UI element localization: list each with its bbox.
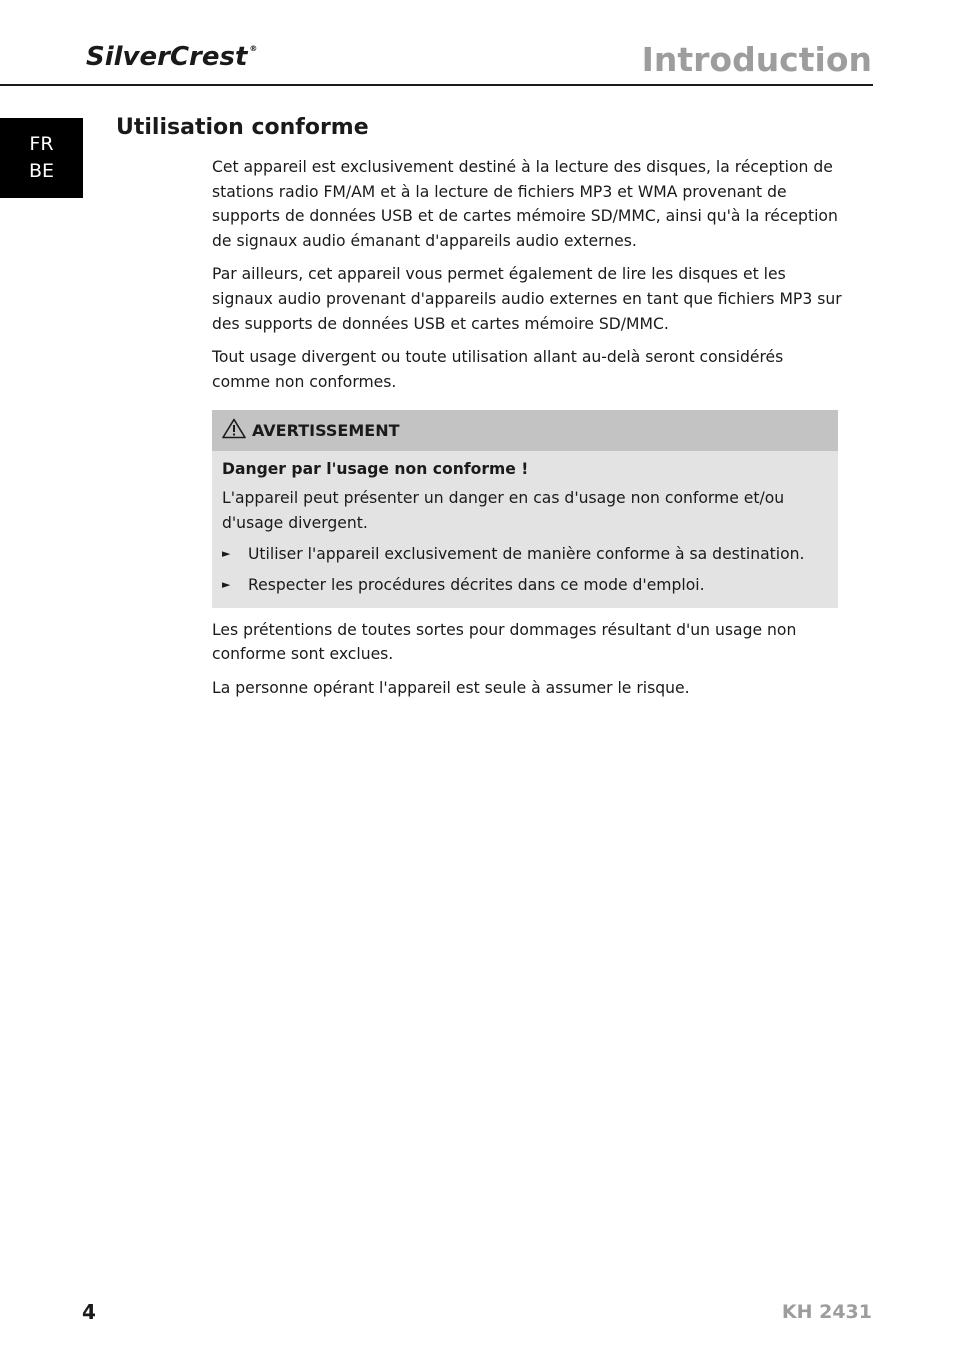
- paragraph: Cet appareil est exclusivement destiné à la lecture des disques, la réception de stations radio FM/AM et à la lecture de fichiers MP3 et WMA provenant de supports de données USB et de cartes mémoire SD/MMC, ainsi qu'à la réception de signaux audio émanant d'appareils audio externes.: [212, 158, 838, 250]
- bullet-arrow-icon: ►: [222, 546, 231, 560]
- warning-subtitle: Danger par l'usage non conforme !: [222, 460, 529, 479]
- brand-logo: [86, 42, 257, 72]
- list-item: [222, 542, 828, 566]
- paragraph: Tout usage divergent ou toute utilisation allant au-delà seront considérés comme non conformes.: [212, 348, 784, 391]
- model-number: KH 2431: [781, 1301, 872, 1323]
- language-code-be: BE: [28, 160, 55, 182]
- warning-label: AVERTISSEMENT: [252, 420, 400, 440]
- warning-body: [212, 451, 838, 607]
- language-tab: [0, 118, 83, 198]
- paragraph: Par ailleurs, cet appareil vous permet également de lire les disques et les signaux audio provenant d'appareils audio externes en tant que fichiers MP3 sur des supports de données USB et cartes mémoire SD/MMC.: [212, 265, 842, 333]
- list-item-text: Respecter les procédures décrites dans ce mode d'emploi.: [248, 575, 705, 594]
- section-content: [212, 155, 842, 709]
- list-item-text: Utiliser l'appareil exclusivement de manière conforme à sa destination.: [248, 544, 805, 563]
- warning-header: [212, 410, 838, 451]
- page-title: Introduction: [641, 40, 872, 79]
- language-code-fr: FR: [29, 133, 54, 155]
- warning-text: L'appareil peut présenter un danger en cas d'usage non conforme et/ou d'usage divergent.: [222, 489, 785, 532]
- warning-triangle-icon: [222, 418, 246, 439]
- page-number: 4: [82, 1300, 96, 1324]
- registered-mark: ®: [249, 44, 258, 53]
- warning-list: [222, 542, 828, 597]
- paragraph: La personne opérant l'appareil est seule à assumer le risque.: [212, 678, 690, 697]
- bullet-arrow-icon: ►: [222, 577, 231, 591]
- paragraph: Les prétentions de toutes sortes pour dommages résultant d'un usage non conforme sont exclues.: [212, 620, 797, 664]
- warning-box: [212, 410, 838, 607]
- list-item: [222, 573, 828, 597]
- section-title: Utilisation conforme: [116, 115, 369, 140]
- brand-name: SilverCrest: [86, 42, 248, 72]
- header-divider: [0, 84, 873, 86]
